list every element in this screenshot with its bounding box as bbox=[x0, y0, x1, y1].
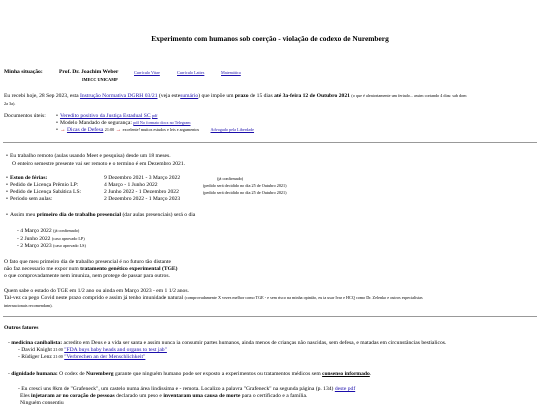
author-name: Prof. Dr. Joachim Weber bbox=[59, 69, 119, 75]
schedule-label: Pedido de Licença Sabática LS: bbox=[9, 189, 82, 195]
schedule-dates: 9 Dezembro 2021 - 3 Março 2022 bbox=[104, 175, 181, 181]
first-day-line bbox=[6, 212, 195, 220]
option-note: (já confirmado) bbox=[53, 228, 80, 233]
doc-link-dicas[interactable]: Dicas de Defesa bbox=[66, 127, 104, 133]
divider bbox=[3, 316, 537, 317]
intro-text: Eu recebi hoje, 28 Sep 2023, esta bbox=[4, 93, 79, 99]
ref-link[interactable]: "Verbrechen an der Menschlichkeit" bbox=[64, 354, 146, 360]
situation-label: Minha situação: bbox=[4, 69, 43, 75]
intro-text: de 15 dias bbox=[249, 93, 273, 99]
first-day-option bbox=[17, 243, 86, 251]
intro-text: ) que impõe um bbox=[198, 93, 234, 99]
doc-pdf-link[interactable]: pdf bbox=[151, 113, 158, 118]
option-note: (caso aprovado LP) bbox=[51, 236, 85, 241]
story-text: declarado um peso e bbox=[116, 393, 162, 399]
advogado-link[interactable]: Advogado pela Liberdade bbox=[210, 127, 255, 132]
docs-label: Documentos úteis: bbox=[4, 113, 46, 119]
option-date: - 4 Março 2022 bbox=[17, 228, 52, 234]
cannibal-bold: medicina canibalista: bbox=[11, 340, 63, 346]
fact-text: não faz necessario me expor num bbox=[4, 266, 79, 272]
normativa-link[interactable]: Instrução Normativa DGRH 03/21 bbox=[79, 93, 158, 99]
cannibal-line: - medicina canibalista: acredito em Deus e a vida ser santa e assim nunca ia consumir partes humanos, ainda menos de crianças não nascidas, sem defesa, e matadas em circunstâncias bestialicos. bbox=[8, 340, 447, 346]
ref-author: - David Knight bbox=[18, 347, 52, 353]
schedule-label: Pedido de Licença Prêmio LP: bbox=[9, 182, 79, 188]
fact-line3: o que comprovadamente nem imuniza, nem protege de passar para outros. bbox=[4, 273, 170, 279]
option-note: (caso aprovado LS) bbox=[53, 243, 86, 248]
intro-bold: prazo bbox=[234, 93, 249, 99]
page-title: Experimento com humanos sob coerção - violação de codexo de Nuremberg bbox=[151, 34, 389, 43]
doc-link-veredito[interactable]: Veredito positivo da Justiça Estadual SC bbox=[59, 113, 151, 119]
intro-deadline: até 3a-feira 12 de Outubro 2021 bbox=[274, 93, 350, 99]
schedule-note: (já confirmado) bbox=[217, 176, 244, 181]
tge-line1: Quem sabe o estado do TGE em 1/2 ano ou ainda em Março 2023 - em 1 1/2 anos. bbox=[4, 288, 189, 294]
math-link[interactable]: Matemática bbox=[221, 70, 241, 75]
first-day-option bbox=[17, 228, 79, 236]
dignity-bold: Nuremberg bbox=[86, 371, 114, 377]
intro-line bbox=[4, 93, 466, 101]
tge-note: (comprovadamente X vezes melhor como TGE - e sem risco na minha opinião, eu ia usar Ivar e HCQ como Dr. Zelenko e outros especialistas bbox=[184, 295, 423, 300]
ref-author: - Rüdiger Lenz bbox=[18, 354, 52, 360]
story-bold: injetaram ar no coração de pessoas bbox=[31, 393, 115, 399]
cannibal-text: acredito em Deus e a vida ser santa e assim nunca ia consumir partes humanos, ainda menos de crianças não nascidas, sem defesa, e matadas em circunstâncias bestialicos. bbox=[63, 340, 447, 346]
doc-comment: excelente! muitos estudos e leis e argumentos bbox=[122, 127, 200, 132]
story-bold: inventaram uma causa de morte bbox=[163, 393, 241, 399]
affiliation: IMECC UNICAMP bbox=[82, 77, 118, 82]
summary-link[interactable]: sumário bbox=[180, 93, 199, 99]
schedule-dates: 2 Junho 2022 - 1 Dezembro 2022 bbox=[104, 189, 179, 195]
dignity-text: O codex de bbox=[59, 371, 85, 377]
schedule-note: (pedido será decidido no dia 25 de Outubro 2021) bbox=[203, 183, 287, 188]
dignity-bold: dignidade humana: bbox=[11, 371, 58, 377]
schedule-dates: 2 Dezembro 2022 - 1 Março 2023 bbox=[104, 196, 181, 202]
arrow-icon: → bbox=[59, 127, 66, 133]
lattes-link[interactable]: Currículo Lattes bbox=[177, 70, 205, 75]
intro-note: (o que é aleatoriamente um feriado... assim cortando 4 dias: sab dom bbox=[351, 93, 467, 98]
doc-text: Modelo Mandado de segurança: bbox=[59, 120, 132, 126]
dignity-story3: Ninguém consentiu bbox=[20, 400, 64, 406]
first-day-text: (dar aulas presenciais) será o dia bbox=[122, 212, 196, 218]
first-day-bold: primeiro dia de trabalho presencial bbox=[36, 212, 122, 218]
fact-bold: tratamento genético experimental (TGE) bbox=[80, 266, 178, 272]
story-text: - Eu cresci uns 8km de "Grafeneck", um castelo numa área lindissima e - remota. Localizo a palavra "Grafeneck" na segunda página (p. 134) bbox=[18, 386, 334, 392]
dignity-bold: consenso informado bbox=[322, 371, 370, 377]
option-date: - 2 Junho 2022 bbox=[17, 236, 51, 242]
remote-line bbox=[6, 153, 171, 161]
fact-line1: O fato que meu primeiro dia de trabalho presencial é no futuro tão distante bbox=[4, 259, 171, 265]
ref-link[interactable]: "FDA buys baby heads and organs to test jab" bbox=[64, 347, 167, 353]
cv-link[interactable]: Currículo Vitae bbox=[134, 70, 160, 75]
doc-item bbox=[56, 127, 254, 135]
ref-time: 21:00 bbox=[53, 347, 63, 352]
dignity-text: . bbox=[369, 371, 372, 377]
schedule-label: Eston de férias: bbox=[9, 175, 48, 181]
cannibal-ref bbox=[18, 354, 145, 362]
doc-pdf-link[interactable]: pdf No formato docx no Telegram bbox=[133, 120, 191, 125]
first-day-text: Assim meu bbox=[9, 212, 36, 218]
schedule-note: (pedido será decidido no dia 25 de Outubro 2021) bbox=[203, 190, 287, 195]
doc-time: 21:00 bbox=[104, 127, 115, 132]
story-text: para o certificado e a família. bbox=[241, 393, 308, 399]
divider bbox=[3, 142, 537, 143]
tge-text: Tal-vez ca pego Covid neste prazo comprido e assim já tenho imunidade natural bbox=[4, 295, 184, 301]
remote-line2: O enteiro semestre presente vai ser remoto e o termino é em Dezembro 2021. bbox=[12, 161, 186, 167]
story-pdf-link[interactable]: deste pdf bbox=[334, 386, 356, 392]
ref-time: 21:00 bbox=[53, 354, 63, 359]
option-date: - 2 Março 2023 bbox=[17, 243, 52, 249]
dignity-line: - dignidade humana: O codex de Nuremberg garante que ninguém humano pode ser exposto a experimentos ou tratamentos médicos sem consenso informado. bbox=[8, 371, 372, 377]
intro-text: (veja este bbox=[158, 93, 181, 99]
tge-line2 bbox=[4, 295, 423, 303]
remote-text: Eu trabalho remoto (aulas usando Meet e pesquisa) desde um 18 meses. bbox=[9, 153, 171, 159]
schedule-label: Periodo sem aulas: bbox=[9, 196, 53, 202]
arrow-icon: → bbox=[115, 127, 122, 133]
schedule-dates: 4 Março - 1 Junho 2022 bbox=[104, 182, 158, 188]
story-text: Eles bbox=[20, 393, 30, 399]
others-heading: Outros fatores bbox=[4, 325, 39, 331]
dignity-text: garante que ninguém humano pode ser exposto a experimentos ou tratamentos médicos sem bbox=[115, 371, 321, 377]
tge-note-cont: internacionais recomendam). bbox=[4, 303, 53, 308]
schedule-row bbox=[6, 196, 52, 204]
intro-note-cont: 2a 3a). bbox=[4, 101, 16, 106]
